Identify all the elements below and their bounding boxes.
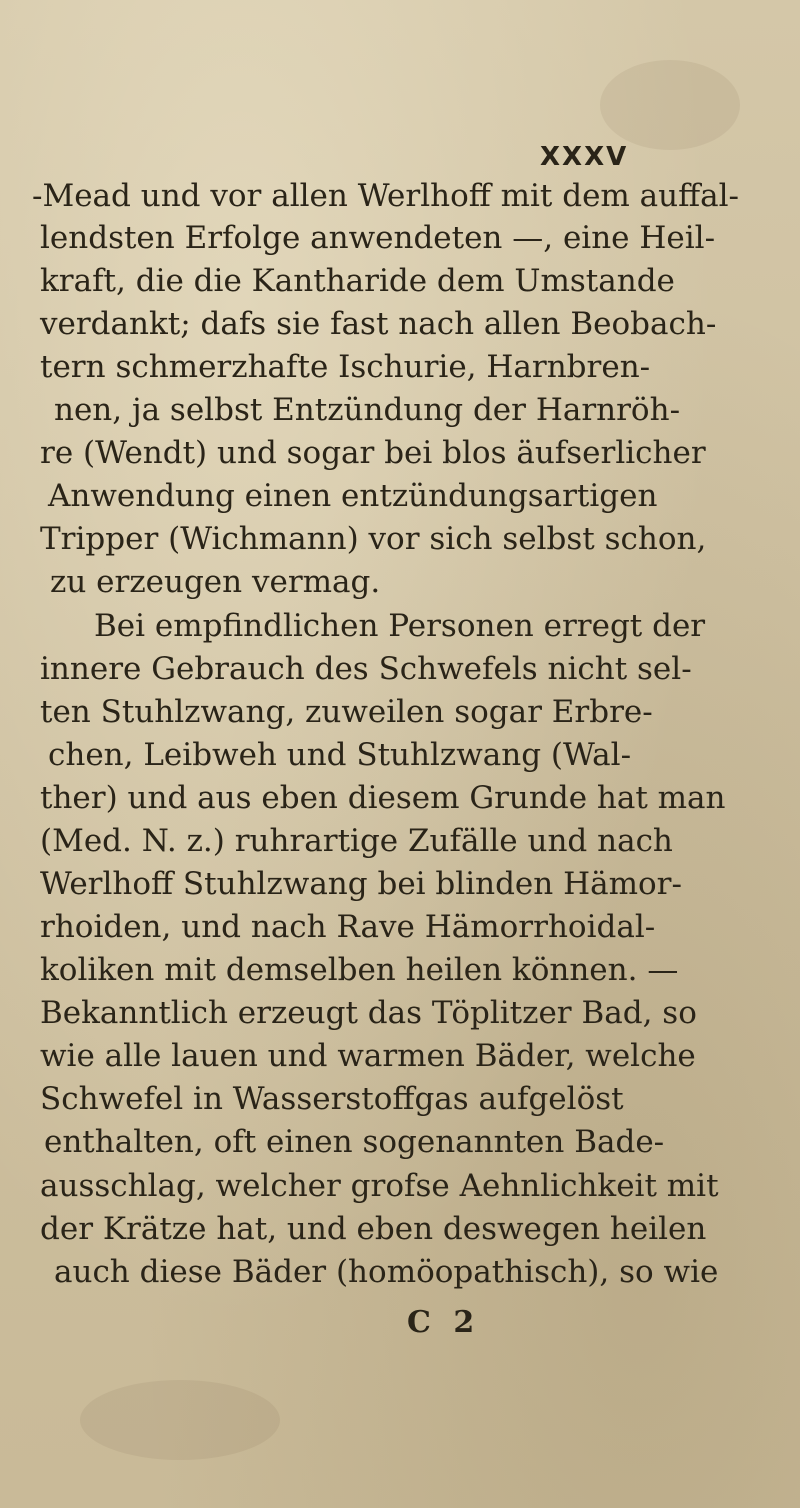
text-line: Tripper (Wichmann) vor sich selbst schon, — [40, 521, 707, 557]
text-line: Werlhoff Stuhlzwang bei blinden Hämor- — [40, 866, 682, 902]
text-line: verdankt; dafs sie fast nach allen Beobach- — [40, 306, 717, 342]
text-line: ther) und aus eben diesem Grunde hat man — [40, 780, 726, 816]
text-line: Anwendung einen entzündungsartigen — [48, 478, 658, 514]
text-line: enthalten, oft einen sogenannten Bade- — [44, 1124, 665, 1160]
text-line: (Med. N. z.) ruhrartige Zufälle und nach — [40, 823, 673, 859]
paper-stain — [600, 60, 740, 150]
text-line: auch diese Bäder (homöopathisch), so wie — [54, 1254, 719, 1290]
text-line: chen, Leibweh und Stuhlzwang (Wal- — [48, 737, 632, 773]
text-line: re (Wendt) und sogar bei blos äufserlicher — [40, 435, 706, 471]
text-line: koliken mit demselben heilen können. — — [40, 952, 679, 988]
paper-stain — [80, 1380, 280, 1460]
text-line: Bei empfindlichen Personen erregt der — [94, 608, 706, 644]
text-line: innere Gebrauch des Schwefels nicht sel- — [40, 651, 692, 687]
text-line: nen, ja selbst Entzündung der Harnröh- — [54, 392, 681, 428]
text-line: lendsten Erfolge anwendeten —, eine Heil- — [40, 220, 716, 256]
text-line: ten Stuhlzwang, zuweilen sogar Erbre- — [40, 694, 653, 730]
text-line: ausschlag, welcher grofse Aehnlichkeit mit — [40, 1168, 719, 1204]
text-line: wie alle lauen und warmen Bäder, welche — [40, 1038, 696, 1074]
text-line: tern schmerzhafte Ischurie, Harnbren- — [40, 349, 651, 385]
text-line: Bekanntlich erzeugt das Töplitzer Bad, so — [40, 995, 697, 1031]
text-line: rhoiden, und nach Rave Hämorrhoidal- — [40, 909, 656, 945]
text-line: Schwefel in Wasserstoffgas aufgelöst — [40, 1081, 624, 1117]
text-line: der Krätze hat, und eben deswegen heilen — [40, 1211, 707, 1247]
page-number: XXXV — [540, 142, 629, 172]
text-line: zu erzeugen vermag. — [50, 564, 381, 600]
text-line: -Mead und vor allen Werlhoff mit dem auffal- — [32, 178, 740, 214]
text-line: kraft, die die Kantharide dem Umstande — [40, 263, 675, 299]
signature-mark: C 2 — [407, 1305, 481, 1340]
